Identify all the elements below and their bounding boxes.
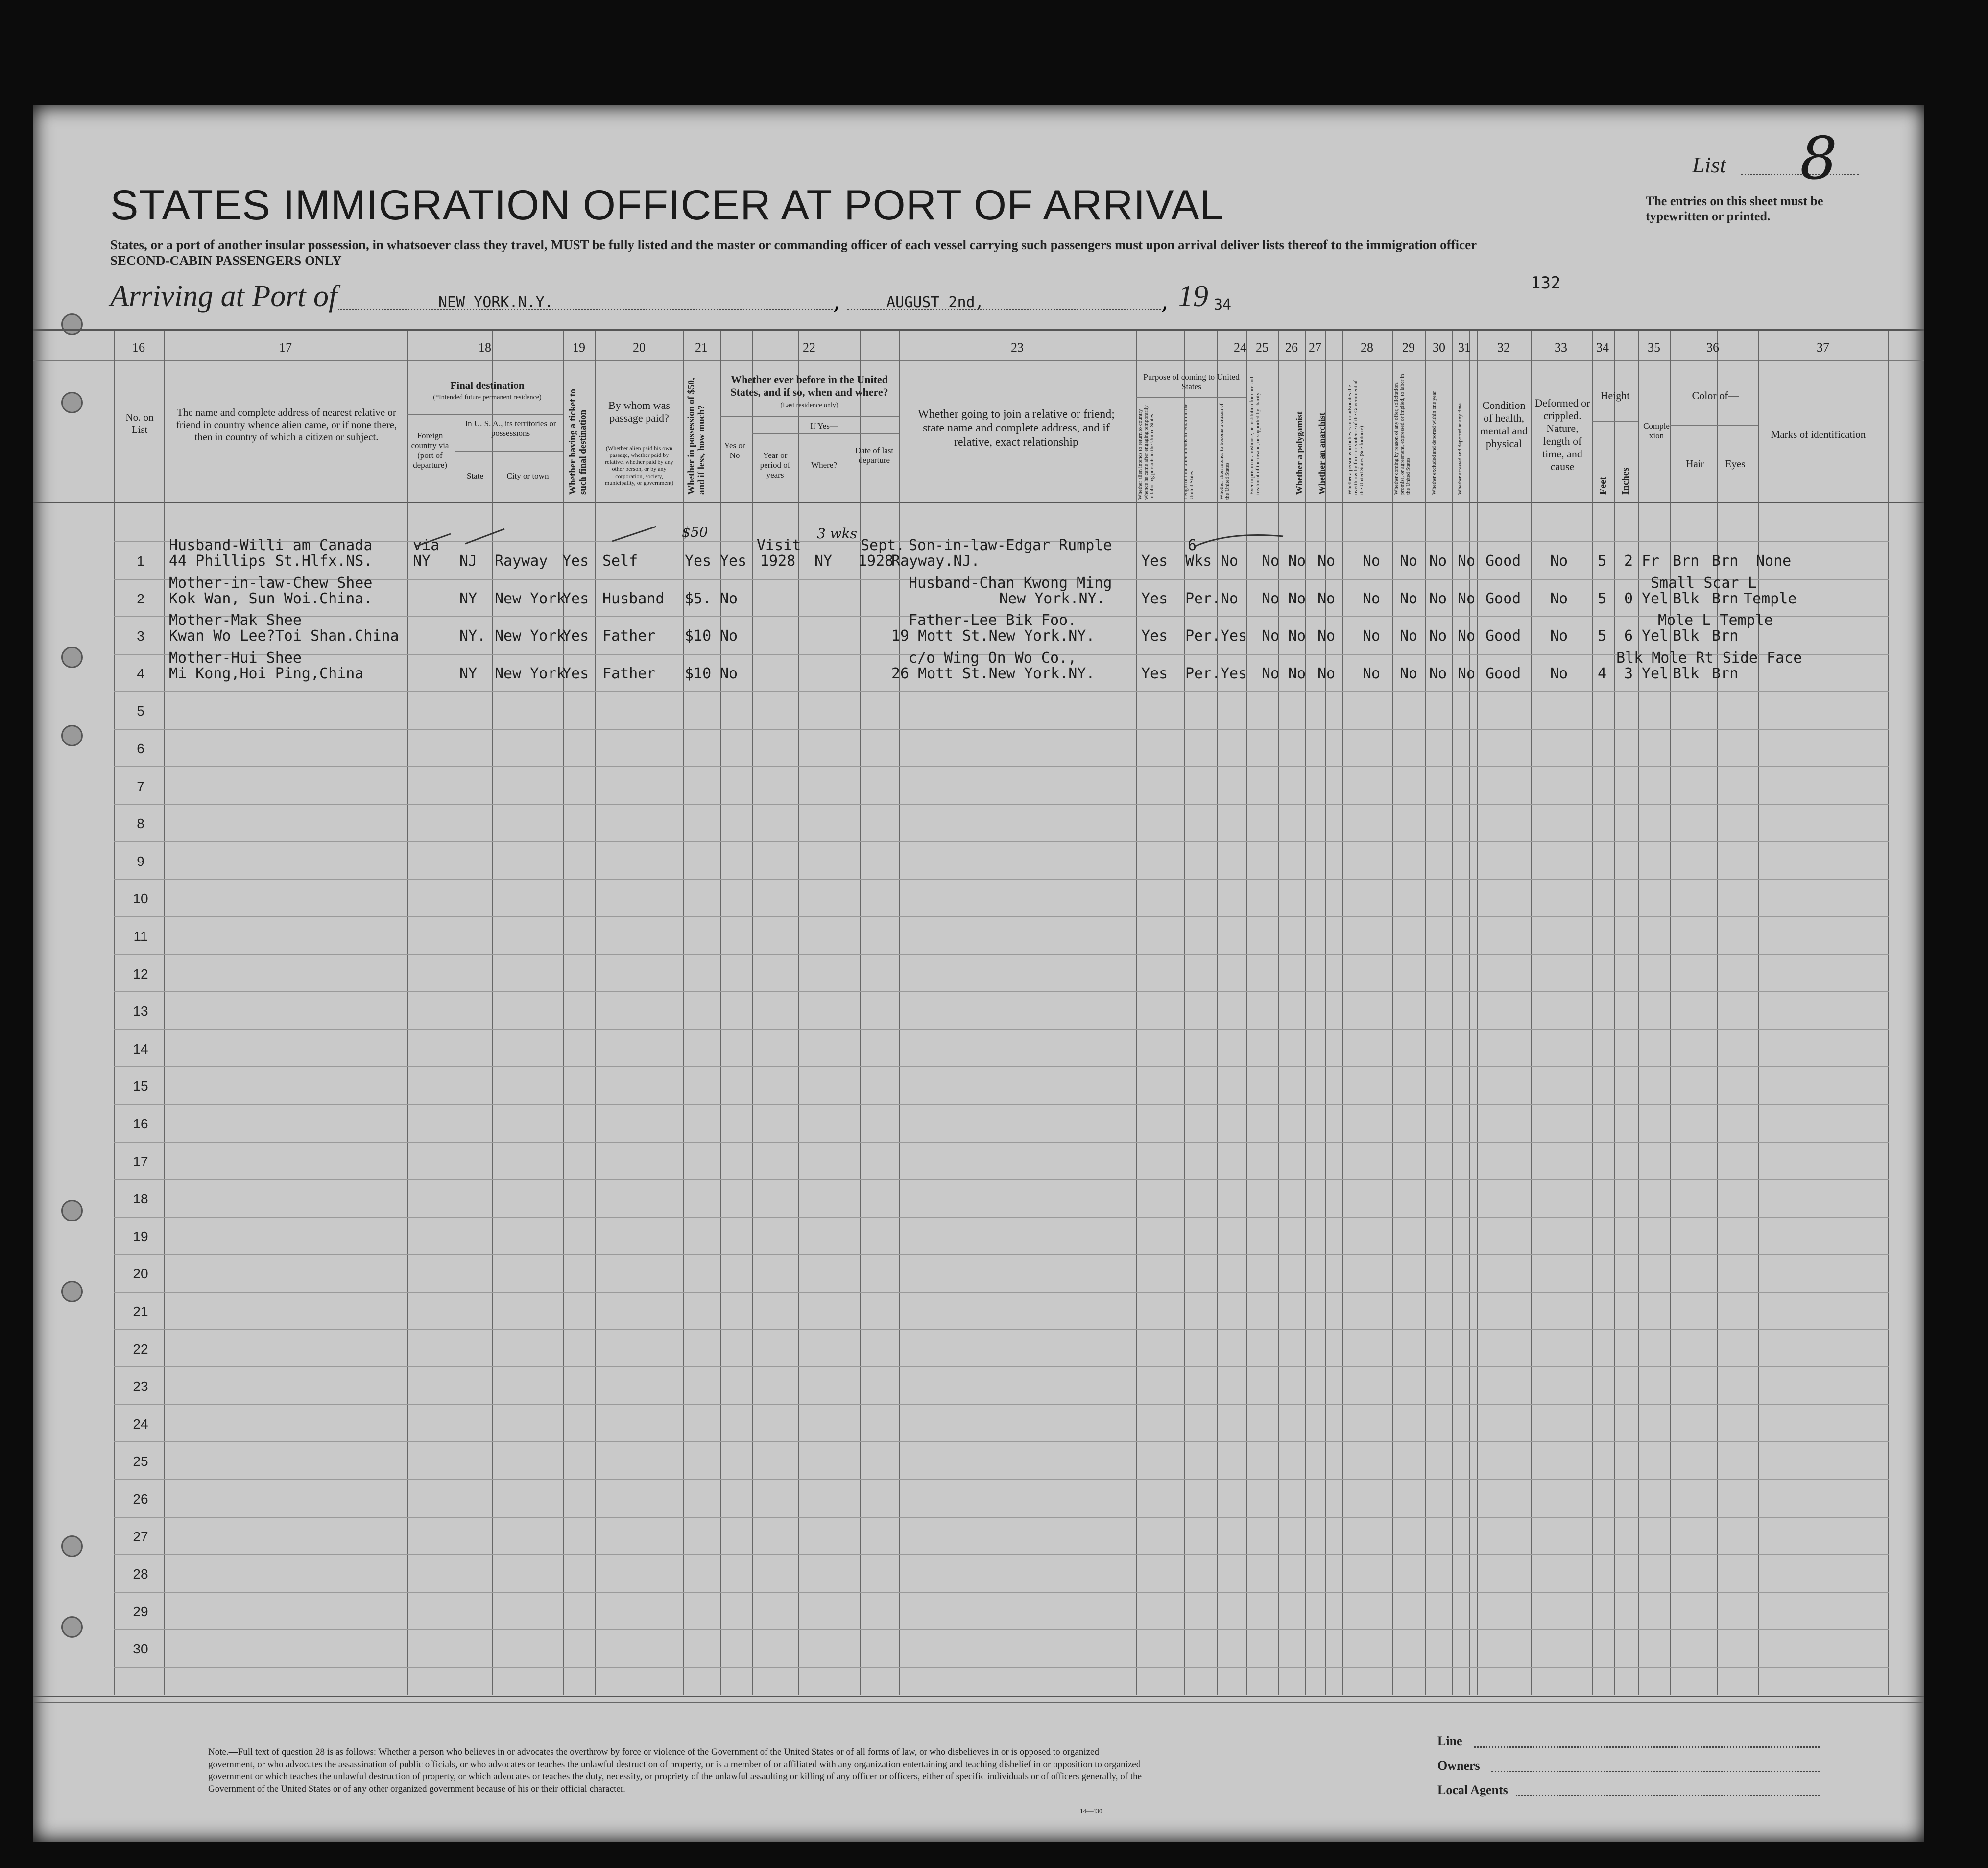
column-number-34: 34 bbox=[1596, 340, 1609, 355]
col35-header: Complexion bbox=[1643, 421, 1670, 441]
grid-column-line bbox=[1392, 331, 1393, 1695]
col22-where: Where? bbox=[811, 460, 837, 470]
cell-c25: No bbox=[1262, 665, 1280, 682]
row-number: 7 bbox=[137, 778, 144, 794]
cell-relative-1: Husband-Willi am Canada bbox=[169, 537, 373, 554]
cell-c27: No bbox=[1317, 665, 1336, 682]
cell-before: Yes bbox=[720, 552, 747, 570]
cell-citizen: Yes bbox=[1221, 627, 1247, 645]
row-number: 13 bbox=[133, 1004, 148, 1019]
cell-money-note: $50 bbox=[682, 524, 708, 540]
grid-subheader-line bbox=[1670, 425, 1758, 426]
cell-paid-by: Self bbox=[602, 552, 638, 570]
col26-header: Whether a polygamist bbox=[1294, 411, 1304, 495]
col23-header: Whether going to join a relative or friend; state name and complete address, and if relative, exact relationship bbox=[918, 408, 1115, 449]
cell-inches: 6 bbox=[1624, 627, 1633, 645]
grid-column-line bbox=[1592, 331, 1593, 1695]
cell-complexion: Yel bbox=[1642, 590, 1669, 607]
col25-header: Ever in prison or almshouse, or institution for care and treatment of the insane, or supported by charity bbox=[1249, 377, 1261, 495]
column-number-19: 19 bbox=[573, 340, 585, 355]
cell-before: No bbox=[720, 665, 738, 682]
cell-marks-1: Blk Mole Rt Side Face bbox=[1616, 649, 1802, 667]
column-number-27: 27 bbox=[1309, 340, 1321, 355]
cell-city: New York bbox=[495, 627, 566, 645]
grid-column-line bbox=[114, 331, 115, 1695]
grid-row-line bbox=[114, 1404, 1889, 1405]
col22-year: Year or period of years bbox=[760, 451, 790, 480]
cell-c25: No bbox=[1262, 627, 1280, 645]
cell-c28: No bbox=[1363, 627, 1381, 645]
row-number: 11 bbox=[133, 929, 148, 944]
col37-header: Marks of identification bbox=[1771, 429, 1866, 440]
cell-health: Good bbox=[1485, 627, 1521, 645]
cell-relative-2: Mi Kong,Hoi Ping,China bbox=[169, 665, 364, 682]
row-number: 6 bbox=[137, 741, 144, 756]
row-number: 18 bbox=[133, 1191, 148, 1207]
col27-header: Whether an anarchist bbox=[1317, 412, 1327, 495]
grid-row-line bbox=[114, 991, 1889, 992]
col18-usa: In U. S. A., its territories or possessions bbox=[465, 419, 556, 438]
row-number: 24 bbox=[133, 1416, 148, 1432]
grid-subheader-line bbox=[407, 414, 563, 415]
grid-subheader-line bbox=[1136, 397, 1246, 398]
cell-citizen: No bbox=[1221, 590, 1239, 607]
grid-row-line bbox=[114, 841, 1889, 842]
cell-c31: No bbox=[1458, 627, 1476, 645]
cell-c28: No bbox=[1363, 590, 1381, 607]
cell-c26: No bbox=[1288, 627, 1306, 645]
column-number-16: 16 bbox=[132, 340, 145, 355]
punch-hole bbox=[61, 1535, 83, 1557]
cell-length-1: 6 bbox=[1188, 537, 1197, 554]
cell-hair: Brn bbox=[1673, 552, 1700, 570]
cell-c30: No bbox=[1429, 627, 1447, 645]
cell-marks-2: None bbox=[1756, 552, 1792, 570]
grid-row-line bbox=[114, 1292, 1889, 1293]
column-number-36: 36 bbox=[1706, 340, 1719, 355]
cell-relative-2: 44 Phillips St.Hlfx.NS. bbox=[169, 552, 373, 570]
grid-row-line bbox=[114, 1179, 1889, 1180]
column-number-31: 31 bbox=[1458, 340, 1471, 355]
column-number-20: 20 bbox=[633, 340, 646, 355]
form-number: 14—430 bbox=[1080, 1807, 1102, 1815]
cell-inches: 2 bbox=[1624, 552, 1633, 570]
cell-ticket: Yes bbox=[562, 665, 589, 682]
cell-before: No bbox=[720, 627, 738, 645]
cell-relative-2: Kwan Wo Lee?Toi Shan.China bbox=[169, 627, 399, 645]
col22-title: Whether ever before in the United States, and if so, when and where? bbox=[730, 373, 888, 398]
grid-column-line bbox=[1717, 331, 1718, 1695]
cell-c29: No bbox=[1400, 590, 1418, 607]
grid-row-line bbox=[114, 1441, 1889, 1442]
column-number-22: 22 bbox=[803, 340, 815, 355]
grid-row-line bbox=[114, 1254, 1889, 1255]
grid-row-line bbox=[114, 804, 1889, 805]
row-number: 26 bbox=[133, 1491, 148, 1507]
grid-row-line bbox=[114, 729, 1889, 730]
col22-ifyes: If Yes— bbox=[810, 421, 838, 431]
grid-row-line bbox=[114, 1667, 1889, 1668]
punch-hole bbox=[61, 313, 83, 335]
cell-state: NJ bbox=[459, 552, 478, 570]
local-agents-label: Local Agents bbox=[1437, 1783, 1508, 1797]
cell-money: $10 bbox=[685, 665, 712, 682]
cell-hair: Blk bbox=[1673, 590, 1700, 607]
cell-city: Rayway bbox=[495, 552, 548, 570]
grid-row-line bbox=[114, 1517, 1889, 1518]
cell-join-2: New York.NY. bbox=[999, 590, 1105, 607]
row-number: 23 bbox=[133, 1379, 148, 1394]
cell-length-2: Per. bbox=[1185, 590, 1221, 607]
cell-return: Yes bbox=[1141, 627, 1168, 645]
col33-header: Deformed or crippled. Nature, length of time, and cause bbox=[1534, 397, 1590, 473]
grid-row-line bbox=[114, 879, 1889, 880]
cell-relative-2: Kok Wan, Sun Woi.China. bbox=[169, 590, 373, 607]
col22-date: Date of last departure bbox=[855, 446, 894, 465]
cell-c30: No bbox=[1429, 552, 1447, 570]
col18-title: Final destination bbox=[450, 380, 525, 391]
cell-c25: No bbox=[1262, 590, 1280, 607]
year-prefix: 19 bbox=[1178, 280, 1208, 313]
column-number-35: 35 bbox=[1648, 340, 1660, 355]
cell-return: Yes bbox=[1141, 590, 1168, 607]
column-number-32: 32 bbox=[1497, 340, 1510, 355]
row-number: 14 bbox=[133, 1041, 148, 1056]
cell-money: Yes bbox=[685, 552, 712, 570]
row-number: 8 bbox=[137, 816, 144, 832]
row-number: 5 bbox=[137, 703, 144, 719]
page-title: STATES IMMIGRATION OFFICER AT PORT OF ARRIVAL bbox=[110, 182, 1224, 229]
grid-row-line bbox=[114, 1592, 1889, 1593]
column-number-37: 37 bbox=[1817, 340, 1829, 355]
row-number: 25 bbox=[133, 1454, 148, 1469]
grid-row-line bbox=[114, 1329, 1889, 1330]
cell-before: No bbox=[720, 590, 738, 607]
cell-return: Yes bbox=[1141, 552, 1168, 570]
col24-title: Purpose of coming to United States bbox=[1143, 372, 1240, 392]
cell-c28: No bbox=[1363, 665, 1381, 682]
cell-marks-1: Small Scar L bbox=[1651, 574, 1757, 592]
grid-row-line bbox=[114, 954, 1889, 955]
year-suffix: 34 bbox=[1214, 296, 1232, 313]
grid-column-line bbox=[1469, 331, 1470, 1695]
row-number: 3 bbox=[137, 628, 144, 644]
grid-subheader-line bbox=[720, 416, 899, 417]
cell-ticket: Yes bbox=[562, 590, 589, 607]
tick-marks bbox=[1185, 527, 1303, 556]
cell-join-1: Son-in-law-Edgar Rumple bbox=[909, 537, 1112, 554]
cell-c29: No bbox=[1400, 665, 1418, 682]
column-number-18: 18 bbox=[479, 340, 491, 355]
row-number: 27 bbox=[133, 1529, 148, 1544]
row-number: 19 bbox=[133, 1228, 148, 1244]
cell-join-1: Father-Lee Bik Foo. bbox=[909, 612, 1077, 629]
cell-eyes: Brn bbox=[1712, 665, 1739, 682]
row-number: 30 bbox=[133, 1641, 148, 1657]
col34-feet: Feet bbox=[1598, 477, 1608, 495]
grid-column-line bbox=[899, 331, 900, 1695]
cell-money: $10 bbox=[685, 627, 712, 645]
cell-money: $5. bbox=[685, 590, 712, 607]
row-number: 22 bbox=[133, 1341, 148, 1357]
grid-row-line bbox=[114, 1104, 1889, 1105]
cell-citizen: Yes bbox=[1221, 665, 1247, 682]
punch-hole bbox=[61, 725, 83, 746]
cell-deformed: No bbox=[1550, 665, 1568, 682]
punch-hole bbox=[61, 1616, 83, 1638]
grid-row-line bbox=[114, 1066, 1889, 1067]
column-number-29: 29 bbox=[1402, 340, 1415, 355]
grid-column-line bbox=[1614, 331, 1615, 1695]
grid-column-line bbox=[1325, 331, 1326, 1695]
cell-state: NY. bbox=[459, 627, 486, 645]
col24-citizen: Whether alien intends to become a citizen of the United States bbox=[1219, 403, 1231, 500]
cell-join-1: Husband-Chan Kwong Ming bbox=[909, 574, 1112, 592]
grid-row-line bbox=[114, 1142, 1889, 1143]
cell-eyes: Brn bbox=[1712, 627, 1739, 645]
cell-paid-by: Husband bbox=[602, 590, 665, 607]
cell-city: New York bbox=[495, 665, 566, 682]
cell-c27: No bbox=[1317, 552, 1336, 570]
cell-foreign-2: NY bbox=[413, 552, 431, 570]
cell-c29: No bbox=[1400, 552, 1418, 570]
cell-health: Good bbox=[1485, 665, 1521, 682]
col18-foreign: Foreign country via (port of departure) bbox=[411, 431, 449, 470]
cell-state: NY bbox=[459, 665, 478, 682]
row-number: 21 bbox=[133, 1304, 148, 1319]
grid-row-line bbox=[114, 766, 1889, 767]
cell-c26: No bbox=[1288, 590, 1306, 607]
col18-subtitle: (*Intended future permanent residence) bbox=[433, 394, 542, 401]
punch-hole bbox=[61, 1281, 83, 1302]
sheet-number: 132 bbox=[1531, 273, 1561, 293]
arriving-label: Arriving at Port of bbox=[110, 280, 337, 313]
col18-state: State bbox=[467, 471, 483, 480]
row-number: 2 bbox=[137, 591, 144, 606]
cell-feet: 5 bbox=[1598, 590, 1607, 607]
cell-eyes: Brn bbox=[1712, 552, 1739, 570]
col20-header: By whom was passage paid? bbox=[608, 399, 670, 424]
cell-paid-by: Father bbox=[602, 665, 656, 682]
grid-row-line bbox=[114, 1217, 1889, 1218]
col21-header: Whether in possession of $50, and if less, how much? bbox=[686, 378, 707, 495]
cell-join-1: c/o Wing On Wo Co., bbox=[909, 649, 1077, 667]
cell-complexion: Fr bbox=[1642, 552, 1660, 570]
instructions-line: States, or a port of another insular possession, in whatsoever class they travel, MUST be fully listed and the master or commanding officer of each vessel carrying such passengers must upon arrival deliver lists thereof to the immigration officer bbox=[110, 238, 1477, 252]
cell-length-2: Per. bbox=[1185, 665, 1221, 682]
grid-row-line bbox=[114, 1029, 1889, 1030]
cell-join-2: 19 Mott St.New York.NY. bbox=[891, 627, 1095, 645]
col22-sub: (Last residence only) bbox=[780, 402, 838, 409]
arrival-date: AUGUST 2nd, bbox=[886, 294, 984, 311]
cell-c31: No bbox=[1458, 590, 1476, 607]
list-number: 8 bbox=[1800, 125, 1838, 193]
cell-inches: 0 bbox=[1624, 590, 1633, 607]
cell-state: NY bbox=[459, 590, 478, 607]
col31-header: Whether arrested and deported at any time bbox=[1457, 403, 1463, 495]
column-number-26: 26 bbox=[1285, 340, 1298, 355]
grid-row-line bbox=[114, 1479, 1889, 1480]
column-number-24: 24 bbox=[1234, 340, 1246, 355]
owners-label: Owners bbox=[1437, 1758, 1480, 1772]
col17-header: The name and complete address of nearest relative or friend in country whence alien came, or if none there, then in country of which a citizen or subject. bbox=[176, 407, 397, 443]
cell-years-1: Visit bbox=[757, 537, 801, 554]
col24-length: Length of time alien intends to remain in the United States bbox=[1183, 403, 1195, 500]
column-number-28: 28 bbox=[1361, 340, 1373, 355]
row-number: 12 bbox=[133, 966, 148, 982]
row-number: 28 bbox=[133, 1566, 148, 1582]
grid-column-line bbox=[860, 331, 861, 1695]
col36-hair: Hair bbox=[1686, 458, 1704, 470]
grid-column-line bbox=[1477, 331, 1478, 1695]
grid-subheader-line bbox=[455, 451, 563, 452]
list-label: List bbox=[1692, 152, 1726, 177]
cell-c30: No bbox=[1429, 665, 1447, 682]
grid-row-line bbox=[114, 1366, 1889, 1367]
col24-return: Whether alien intends to return to country whence he came after engaging temporarily in laboring pursuits in the United States bbox=[1137, 405, 1155, 500]
cell-years-2: 1928 bbox=[760, 552, 796, 570]
passenger-class: SECOND-CABIN PASSENGERS ONLY bbox=[110, 253, 342, 268]
col22-yesno: Yes or No bbox=[724, 441, 745, 460]
cell-c26: No bbox=[1288, 552, 1306, 570]
cell-hair: Blk bbox=[1673, 665, 1700, 682]
cell-departure-2: 1928 bbox=[858, 552, 894, 570]
row-number: 10 bbox=[133, 891, 148, 907]
cell-relative-1: Mother-in-law-Chew Shee bbox=[169, 574, 373, 592]
grid-subheader-line bbox=[1592, 421, 1638, 422]
cell-c25: No bbox=[1262, 552, 1280, 570]
row-number: 9 bbox=[137, 853, 144, 869]
grid-row-line bbox=[114, 916, 1889, 917]
col34-header: Height bbox=[1600, 389, 1630, 402]
grid-column-line bbox=[1638, 331, 1639, 1695]
cell-c31: No bbox=[1458, 665, 1476, 682]
cell-relative-1: Mother-Mak Shee bbox=[169, 612, 302, 629]
cell-city: New York bbox=[495, 590, 566, 607]
cell-c31: No bbox=[1458, 552, 1476, 570]
grid-column-line bbox=[1531, 331, 1532, 1695]
grid-row-line bbox=[114, 691, 1889, 692]
row-number: 17 bbox=[133, 1153, 148, 1169]
col36-header: Color of— bbox=[1692, 389, 1739, 402]
grid-row-line bbox=[114, 1629, 1889, 1630]
typewritten-note: The entries on this sheet must be typewritten or printed. bbox=[1646, 194, 1823, 224]
cell-complexion: Yel bbox=[1642, 665, 1669, 682]
grid-row-line bbox=[114, 1554, 1889, 1555]
column-number-30: 30 bbox=[1433, 340, 1445, 355]
grid-column-line bbox=[1425, 331, 1426, 1695]
col32-header: Condition of health, mental and physical bbox=[1480, 399, 1528, 450]
cell-complexion: Yel bbox=[1642, 627, 1669, 645]
grid-subheader-line bbox=[752, 433, 899, 434]
line-label: Line bbox=[1437, 1734, 1462, 1748]
cell-join-2: Rayway.NJ. bbox=[891, 552, 980, 570]
col36-eyes: Eyes bbox=[1725, 458, 1746, 470]
column-number-25: 25 bbox=[1256, 340, 1269, 355]
cell-c27: No bbox=[1317, 627, 1336, 645]
column-number-17: 17 bbox=[279, 340, 292, 355]
col20-sub: (Whether alien paid his own passage, whether paid by relative, whether paid by any other person, or by any corporation, society, municipality, or government) bbox=[604, 445, 674, 486]
cell-deformed: No bbox=[1550, 590, 1568, 607]
punch-hole bbox=[61, 647, 83, 668]
grid-column-line bbox=[1305, 331, 1306, 1695]
punch-hole bbox=[61, 1200, 83, 1221]
col29-header: Whether coming by reason of any offer, solicitation, promise, or agreement, expressed or implied, to labor in the United States bbox=[1393, 374, 1412, 495]
cell-inches: 3 bbox=[1624, 665, 1633, 682]
row-number: 16 bbox=[133, 1116, 148, 1131]
row-number: 15 bbox=[133, 1078, 148, 1094]
cell-ticket: Yes bbox=[562, 627, 589, 645]
col16-header: No. on List bbox=[125, 411, 154, 435]
col30-header: Whether excluded and deported within one year bbox=[1431, 391, 1437, 495]
col28-header: Whether a person who believes in or advocates the overthrow by force or violence of the Government of the United States (See footnote) bbox=[1347, 380, 1365, 495]
col19-header: Whether having a ticket to such final destination bbox=[568, 388, 588, 495]
cell-length-2: Per. bbox=[1185, 627, 1221, 645]
cell-return: Yes bbox=[1141, 665, 1168, 682]
cell-citizen: No bbox=[1221, 552, 1239, 570]
grid-column-line bbox=[1670, 331, 1671, 1695]
column-number-23: 23 bbox=[1011, 340, 1024, 355]
row-number: 29 bbox=[133, 1604, 148, 1619]
cell-paid-by: Father bbox=[602, 627, 656, 645]
row-number: 1 bbox=[137, 553, 144, 569]
cell-join-2: 26 Mott St.New York.NY. bbox=[891, 665, 1095, 682]
cell-feet: 4 bbox=[1598, 665, 1607, 682]
cell-departure-1: Sept. bbox=[861, 537, 905, 554]
grid-column-line bbox=[1888, 331, 1889, 1695]
cell-c30: No bbox=[1429, 590, 1447, 607]
cell-marks-2: Temple bbox=[1744, 590, 1797, 607]
cell-eyes: Brn bbox=[1712, 590, 1739, 607]
column-number-33: 33 bbox=[1555, 340, 1567, 355]
cell-where: NY bbox=[814, 552, 833, 570]
cell-where-note: 3 wks bbox=[817, 526, 858, 542]
row-number: 20 bbox=[133, 1266, 148, 1282]
cell-health: Good bbox=[1485, 552, 1521, 570]
cell-deformed: No bbox=[1550, 552, 1568, 570]
cell-foreign: via bbox=[413, 537, 440, 554]
cell-health: Good bbox=[1485, 590, 1521, 607]
col34-inches: Inches bbox=[1620, 467, 1631, 495]
cell-c29: No bbox=[1400, 627, 1418, 645]
grid-column-line bbox=[1342, 331, 1343, 1695]
cell-marks-1: Mole L Temple bbox=[1658, 612, 1773, 629]
port-value: NEW YORK.N.Y. bbox=[438, 294, 553, 311]
grid-column-line bbox=[164, 331, 165, 1695]
grid-column-line bbox=[1452, 331, 1453, 1695]
cell-c28: No bbox=[1363, 552, 1381, 570]
cell-c26: No bbox=[1288, 665, 1306, 682]
cell-hair: Blk bbox=[1673, 627, 1700, 645]
row-number: 4 bbox=[137, 666, 144, 681]
manifest-sheet bbox=[33, 105, 1924, 1842]
grid-column-line bbox=[1136, 331, 1137, 1695]
cell-deformed: No bbox=[1550, 627, 1568, 645]
cell-ticket: Yes bbox=[562, 552, 589, 570]
column-number-21: 21 bbox=[695, 340, 708, 355]
col18-city: City or town bbox=[506, 471, 549, 480]
cell-feet: 5 bbox=[1598, 627, 1607, 645]
cell-feet: 5 bbox=[1598, 552, 1607, 570]
grid-column-line bbox=[1758, 331, 1759, 1695]
cell-c27: No bbox=[1317, 590, 1336, 607]
punch-hole bbox=[61, 392, 83, 413]
cell-relative-1: Mother-Hui Shee bbox=[169, 649, 302, 667]
tick-marks bbox=[407, 522, 808, 561]
cell-length-2: Wks bbox=[1185, 552, 1212, 570]
footnote-q28: Note.—Full text of question 28 is as follows: Whether a person who believes in or advocates the overthrow by force or violence of the Government of the United States or of all forms of law, or who disbelieves in or is opposed to organized government, or who advocates the assassination of public officials, or who advocates or teaches the unlawful destruction of property, or is a member of or affiliated with any organization entertaining and teaching disbelief in or opposition to organized government or which teaches the unlawful destruction of property, or which advocates or teaches the duty, necessity, or propriety of the unlawful assaulting or killing of any officer or officers, either of specific individuals or of officers generally, of the Government of the United States or of any other organized government because of his or their official character. bbox=[208, 1747, 1142, 1795]
